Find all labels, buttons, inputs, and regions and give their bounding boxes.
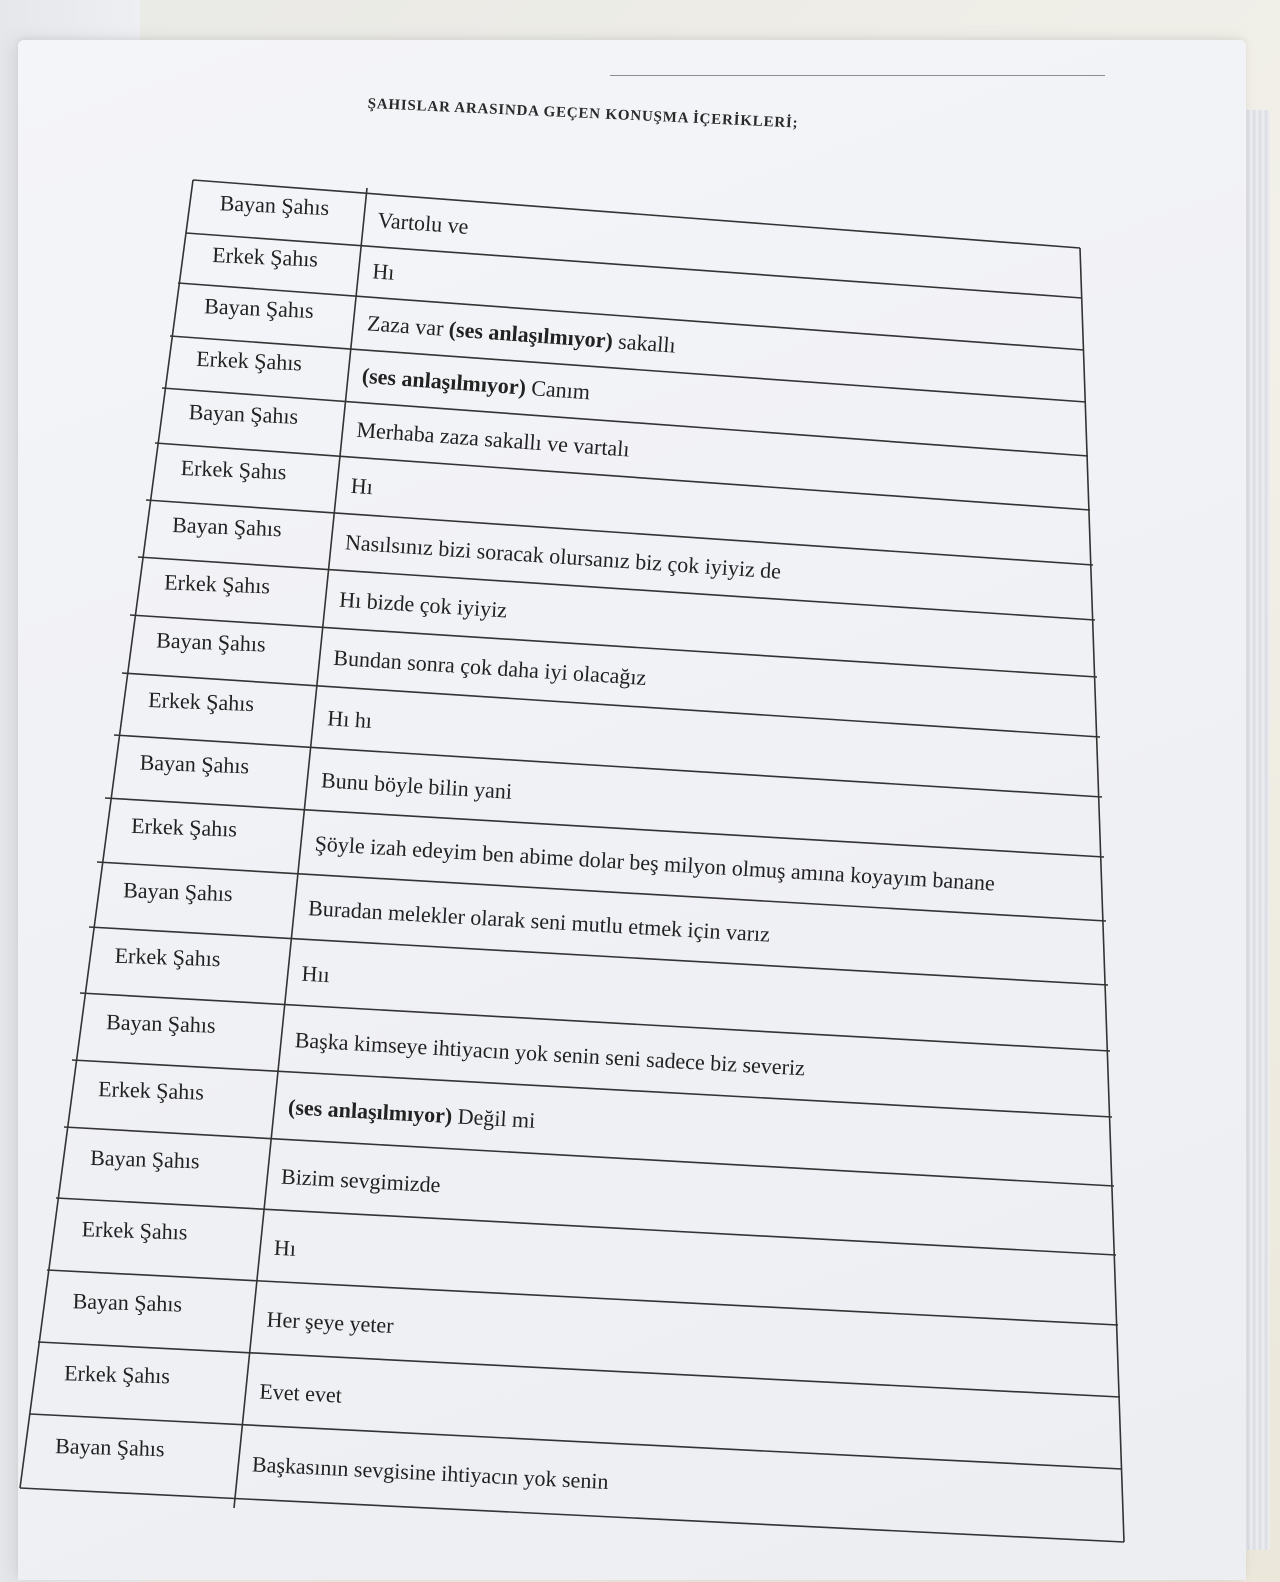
- utterance-text: [377, 207, 470, 239]
- table-row: [139, 749, 513, 803]
- utterance-segment: Her şeye yeter: [266, 1306, 395, 1338]
- utterance-segment: sakallı: [611, 328, 677, 358]
- utterance-segment: Hı bizde çok iyiyiz: [338, 586, 508, 623]
- utterance-text: [294, 1027, 806, 1080]
- speaker-label: Erkek Şahıs: [81, 1216, 188, 1245]
- utterance-bold-segment: (ses anlaşılmıyor): [361, 362, 527, 400]
- table-row: [81, 1216, 296, 1261]
- utterance-text: [320, 767, 512, 804]
- utterance-text: [372, 258, 396, 285]
- utterance-segment: Bizim sevgimizde: [280, 1163, 442, 1198]
- speaker-label: Erkek Şahıs: [180, 454, 287, 485]
- utterance-segment: Başkasının sevgisine ihtiyacın yok senin: [251, 1451, 610, 1495]
- utterance-bold-segment: (ses anlaşılmıyor): [448, 316, 614, 354]
- table-row: [106, 1009, 806, 1080]
- table-row: [55, 1433, 609, 1494]
- table-row: [98, 1076, 536, 1133]
- speaker-label: Bayan Şahıs: [105, 1009, 216, 1038]
- utterance-text: [287, 1094, 536, 1133]
- utterance-text: [333, 645, 648, 690]
- speaker-label: Bayan Şahıs: [139, 749, 250, 779]
- utterance-text: [301, 961, 330, 988]
- speaker-label: Bayan Şahıs: [155, 627, 267, 657]
- utterance-segment: Bundan sonra çok daha iyi olacağız: [332, 644, 648, 690]
- table-row: [188, 399, 630, 461]
- utterance-segment: Evet evet: [258, 1378, 343, 1408]
- utterance-text: [273, 1235, 296, 1261]
- speaker-label: Erkek Şahıs: [63, 1360, 171, 1389]
- utterance-segment: Değil mi: [451, 1103, 536, 1133]
- utterance-text: [327, 705, 373, 733]
- utterance-segment: Hı hı: [326, 705, 373, 734]
- table-row: [123, 877, 771, 946]
- speaker-label: Erkek Şahıs: [163, 569, 271, 599]
- speaker-label: Erkek Şahıs: [114, 942, 221, 972]
- table-row: [114, 943, 330, 987]
- utterance-segment: Başka kimseye ihtiyacın yok senin seni sadece biz severiz: [294, 1027, 806, 1081]
- utterance-text: [314, 831, 996, 896]
- utterance-bold-segment: (ses anlaşılmıyor): [287, 1094, 454, 1129]
- utterance-text: [361, 363, 591, 405]
- utterance-segment: Zaza var: [366, 310, 450, 342]
- table-row-border: [38, 1342, 1120, 1397]
- utterance-segment: Bunu böyle bilin yani: [320, 767, 513, 804]
- table-row-border: [80, 993, 1110, 1051]
- speaker-label: Bayan Şahıs: [54, 1433, 165, 1462]
- table-row-border: [56, 1198, 1116, 1255]
- table-right-border: [1080, 248, 1124, 1542]
- utterance-text: [266, 1307, 395, 1338]
- utterance-segment: Hı: [350, 472, 374, 500]
- utterance-text: [308, 895, 771, 947]
- utterance-text: [366, 310, 676, 357]
- speaker-label: Bayan Şahıs: [188, 399, 299, 429]
- table-row: [180, 455, 373, 499]
- speaker-label: Erkek Şahıs: [211, 242, 319, 272]
- speaker-label: Bayan Şahıs: [171, 511, 283, 542]
- speaker-label: Erkek Şahıs: [147, 687, 255, 717]
- utterance-text: [339, 587, 509, 623]
- table-row: [148, 687, 373, 733]
- utterance-segment: Hıı: [300, 960, 331, 988]
- speaker-label: Bayan Şahıs: [203, 293, 315, 324]
- table-row-border: [186, 233, 1082, 298]
- speaker-label: Erkek Şahıs: [130, 812, 238, 842]
- utterance-segment: Buradan melekler olarak seni mutlu etmek için varız: [307, 895, 771, 947]
- speaker-label: Bayan Şahıs: [89, 1144, 200, 1174]
- table-row: [72, 1288, 395, 1338]
- utterance-segment: Hı: [273, 1234, 297, 1261]
- utterance-segment: Şöyle izah edeyim ben abime dolar beş milyon olmuş amına koyayım banane: [314, 830, 996, 896]
- table-row-border: [114, 735, 1102, 797]
- page-title: ŞAHISLAR ARASINDA GEÇEN KONUŞMA İÇERİKLERİ;: [367, 96, 799, 132]
- table-row: [212, 242, 396, 285]
- utterance-text: [281, 1164, 442, 1198]
- utterance-segment: Hı: [371, 258, 396, 285]
- table-row-border: [47, 1270, 1118, 1325]
- utterance-text: [251, 1451, 609, 1494]
- utterance-segment: Nasılsınız bizi soracak olursanız biz çok iyiyiz de: [344, 529, 782, 584]
- utterance-text: [350, 473, 374, 499]
- table-row-border: [64, 1127, 1114, 1186]
- table-row-border: [20, 1488, 1124, 1542]
- utterance-segment: Merhaba zaza sakallı ve vartalı: [355, 416, 631, 462]
- utterance-segment: Vartolu ve: [376, 207, 470, 239]
- utterance-text: [259, 1378, 343, 1407]
- utterance-segment: Canım: [525, 374, 591, 405]
- utterance-text: [356, 417, 631, 462]
- speaker-label: Erkek Şahıs: [97, 1076, 205, 1105]
- speaker-label: Bayan Şahıs: [72, 1288, 183, 1317]
- speaker-label: Erkek Şahıs: [195, 345, 303, 376]
- speaker-label: Bayan Şahıs: [122, 877, 234, 907]
- speaker-label: Bayan Şahıs: [219, 190, 330, 221]
- table-row: [64, 1360, 343, 1407]
- table-row-border: [30, 1414, 1122, 1469]
